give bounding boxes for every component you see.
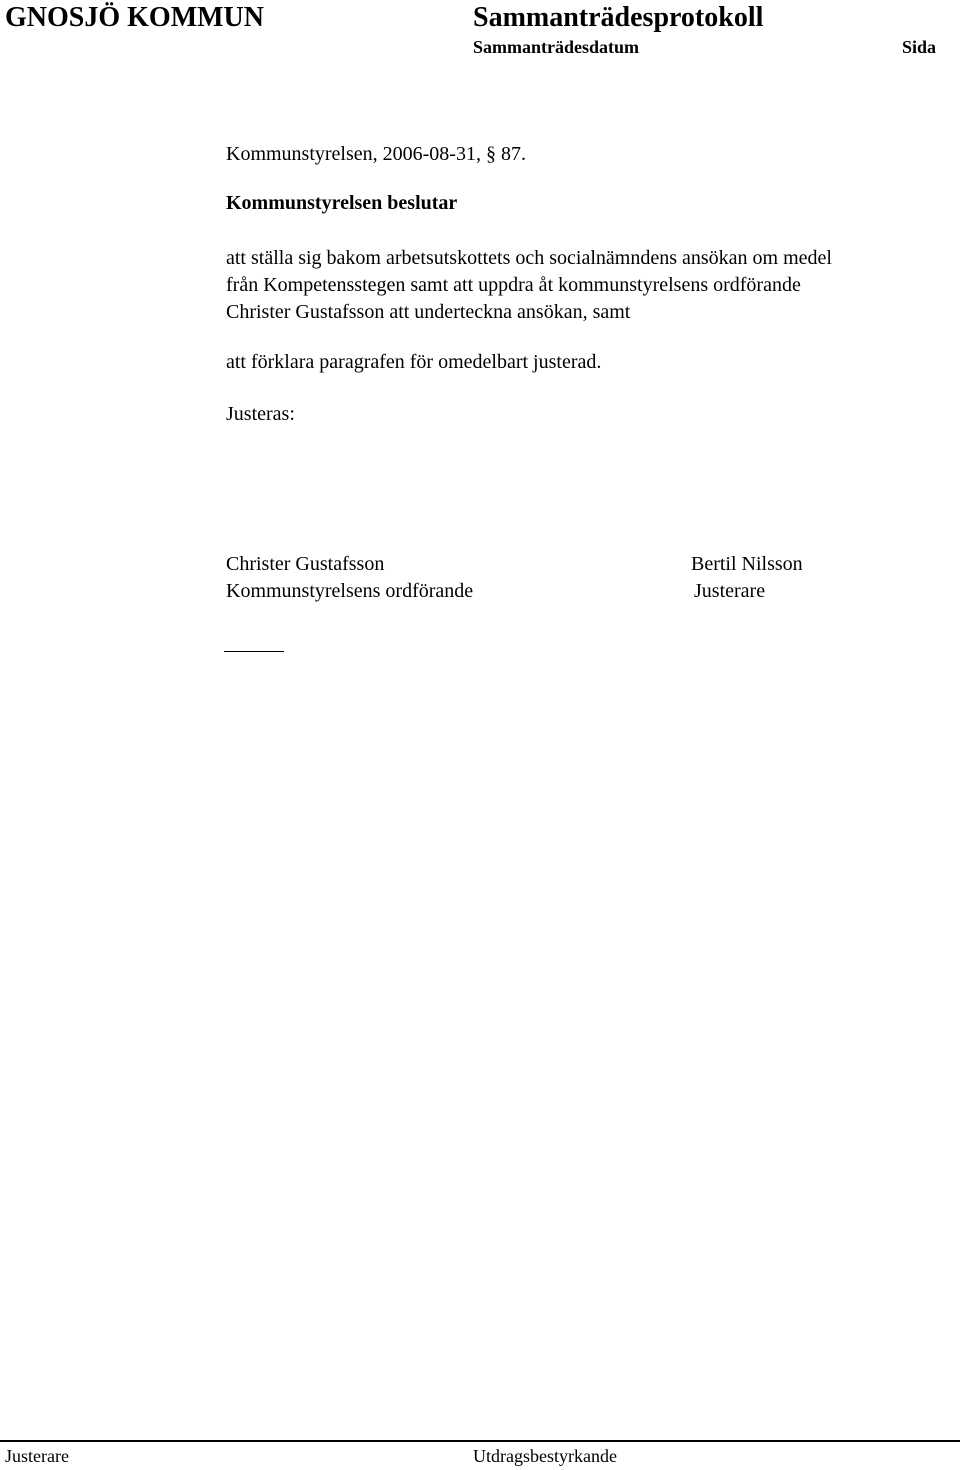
decision-second: att förklara paragrafen för omedelbart justerad. [226,351,602,373]
divider-line [224,651,284,652]
signature-role: Justerare [694,580,766,602]
footer-divider [0,1440,960,1442]
signature-role: Kommunstyrelsens ordförande [226,580,474,602]
municipality-name: GNOSJÖ KOMMUN [5,2,264,33]
adjusted-label: Justeras: [226,403,295,425]
document-type-title: Sammanträdesprotokoll [473,2,764,33]
page-label: Sida [902,37,937,57]
signature-name: Christer Gustafsson [226,553,385,575]
decision-line-3: Christer Gustafsson att underteckna ansökan, samt [226,301,631,323]
meeting-date-label: Sammanträdesdatum [473,37,640,57]
decision-heading: Kommunstyrelsen beslutar [226,192,458,214]
footer-certification-label: Utdragsbestyrkande [473,1446,617,1466]
signature-name: Bertil Nilsson [691,553,803,575]
footer-adjuster-label: Justerare [5,1446,69,1466]
decision-line-1: att ställa sig bakom arbetsutskottets och socialnämndens ansökan om medel [226,247,832,269]
decision-line-2: från Kompetensstegen samt att uppdra åt kommunstyrelsens ordförande [226,274,801,296]
paragraph-reference: Kommunstyrelsen, 2006-08-31, § 87. [226,143,526,165]
